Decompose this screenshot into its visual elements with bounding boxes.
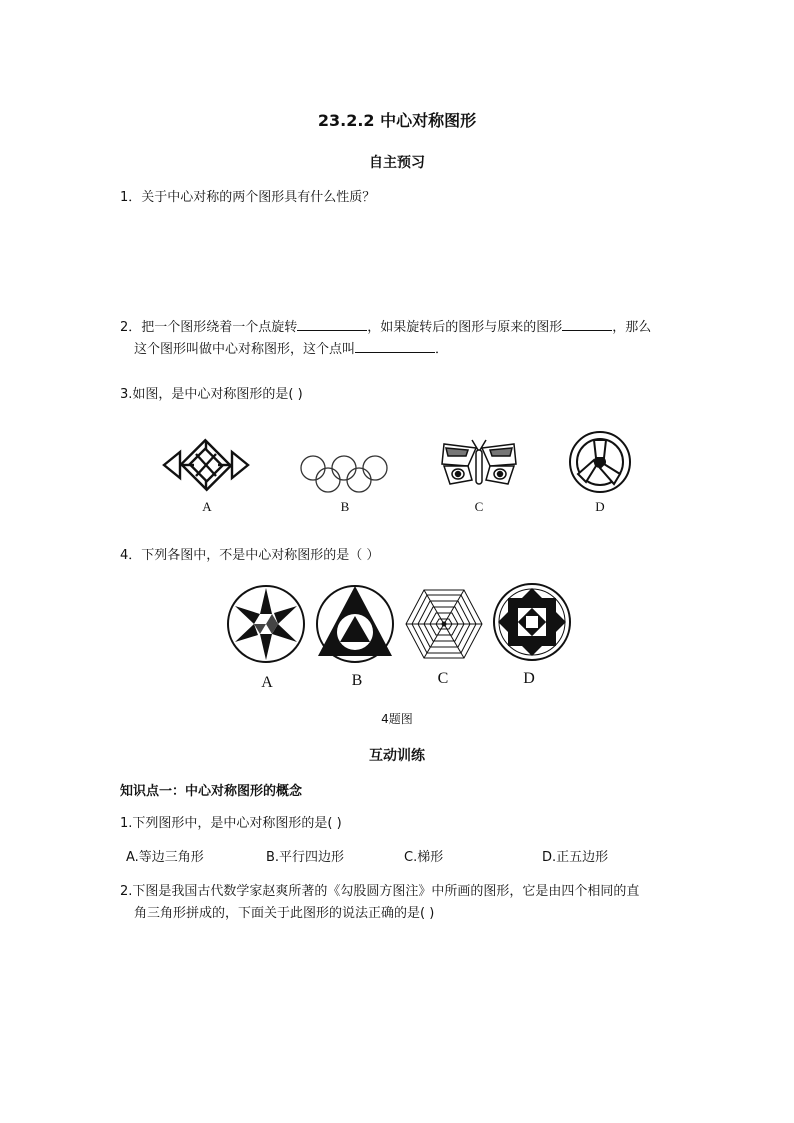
- butterfly-figure: [438, 440, 520, 490]
- figure-caption: 4题图: [381, 712, 413, 726]
- figure-label-d: D: [523, 670, 535, 687]
- answer-blank[interactable]: [355, 340, 435, 353]
- answer-blank[interactable]: [562, 318, 612, 331]
- question-2-text-d: 这个图形叫做中心对称图形，这个点叫: [134, 342, 356, 357]
- octagram-figure: [492, 582, 572, 662]
- question-2-text-a: 2．把一个图形绕着一个点旋转: [120, 320, 298, 335]
- triangle-in-circle-figure: [314, 584, 396, 664]
- option-a: A.等边三角形: [126, 850, 204, 865]
- question-4: 4．下列各图中，不是中心对称图形的是（ ）: [120, 548, 380, 563]
- knowledge-point-heading: 知识点一：中心对称图形的概念: [120, 784, 303, 799]
- answer-blank[interactable]: [297, 318, 367, 331]
- option-c: C.梯形: [404, 850, 444, 865]
- page-title: 23.2.2 中心对称图形: [317, 111, 477, 130]
- option-b: B.平行四边形: [266, 850, 345, 865]
- olympic-rings-figure: [298, 454, 390, 494]
- figure-label-a: A: [202, 499, 212, 514]
- spiderweb-hexagon-figure: [404, 588, 484, 660]
- question-2-text-c: ，那么: [612, 320, 652, 335]
- figure-label-d: D: [595, 499, 605, 514]
- figure-label-b: B: [351, 672, 363, 689]
- question-3: 3.如图，是中心对称图形的是( ): [120, 387, 303, 402]
- figure-label-a: A: [261, 674, 273, 691]
- question-2-text-e: ．: [435, 342, 449, 357]
- practice-question-2-line-2: 角三角形拼成的，下面关于此图形的说法正确的是( ): [134, 906, 435, 921]
- figure-label-c: C: [474, 499, 484, 514]
- option-d: D.正五边形: [542, 850, 609, 865]
- six-point-star-figure: [226, 584, 306, 664]
- figure-label-c: C: [437, 670, 449, 687]
- question-2-text-b: ，如果旋转后的图形与原来的图形: [367, 320, 563, 335]
- section-heading-preview: 自主预习: [369, 155, 425, 171]
- practice-question-1: 1.下列图形中，是中心对称图形的是( ): [120, 816, 342, 831]
- figure-label-b: B: [340, 499, 350, 514]
- question-1: 1．关于中心对称的两个图形具有什么性质？: [120, 190, 376, 205]
- endless-knot-figure: [160, 440, 252, 490]
- question-2-line-1: [120, 318, 651, 338]
- section-heading-practice: 互动训练: [369, 748, 425, 764]
- question-2-line-2: [134, 340, 448, 360]
- practice-question-2-line-1: 2.下图是我国古代数学家赵爽所著的《勾股圆方图注》中所画的图形，它是由四个相同的直: [120, 884, 640, 899]
- wheel-figure: [568, 430, 632, 494]
